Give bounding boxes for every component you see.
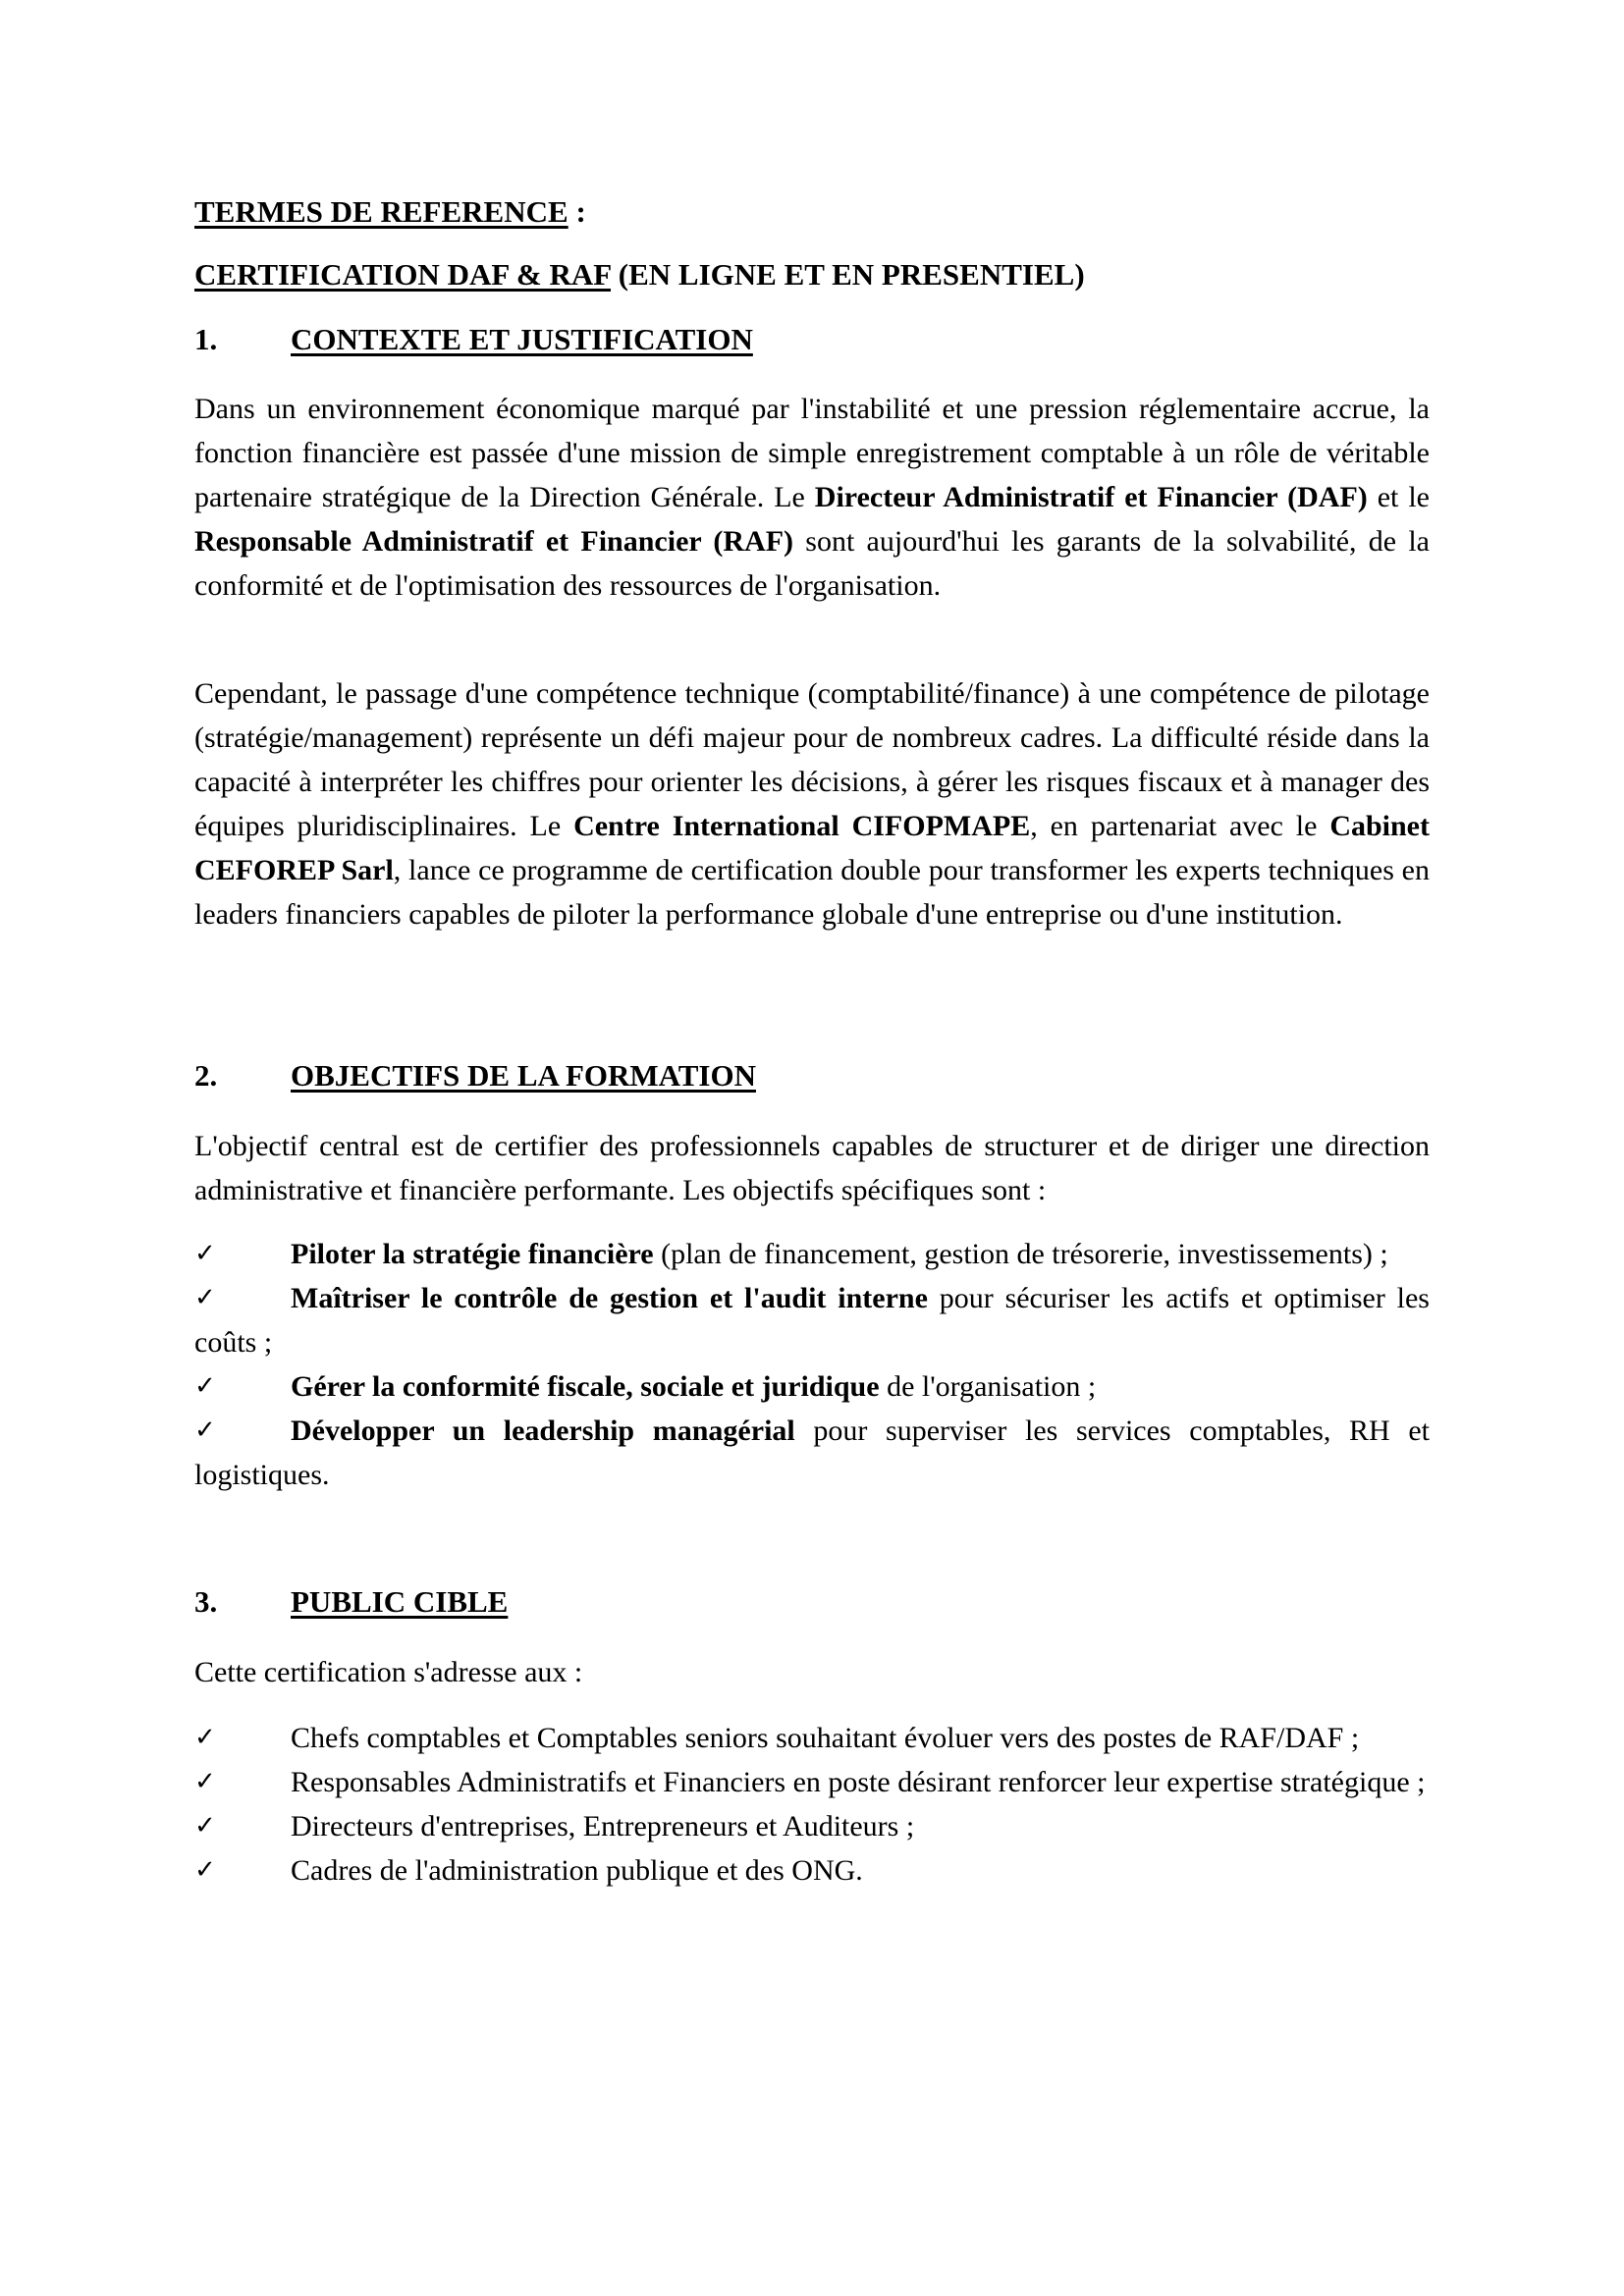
subtitle-underlined: CERTIFICATION DAF & RAF <box>194 257 612 292</box>
bold-term-cifopmape: Centre International CIFOPMAPE <box>573 810 1031 842</box>
paragraph: L'objectif central est de certifier des professionnels capables de structurer et de diriger une direction administrative et financière performante. Les objectifs spécifiques sont : <box>194 1130 1430 1206</box>
paragraph <box>194 671 1430 936</box>
bold-term-daf: Directeur Administratif et Financier (DAF) <box>814 481 1368 513</box>
section-1-paragraph-2 <box>194 671 1430 936</box>
paragraph: Cette certification s'adresse aux : <box>194 1656 583 1688</box>
bullet-text: (plan de financement, gestion de trésorerie, investissements) ; <box>653 1238 1388 1270</box>
checkmark-icon: ✓ <box>194 1283 216 1312</box>
list-item <box>194 1364 1430 1409</box>
text-run: Cependant, le passage d'une compétence technique (comptabilité/finance) à une compétence de pilotage (stratégie/management) représente un défi majeur pour de nombreux cadres. La difficulté réside dans la capacité à interpréter les chiffres pour orienter les décisions, à gérer les risques fiscaux et à manager des équipes pluridisciplinaires. Le <box>194 677 1430 842</box>
list-item <box>194 1760 1430 1804</box>
list-item <box>194 1804 1430 1848</box>
bullet-bold-text: Piloter la stratégie financière <box>291 1238 654 1270</box>
bullet-text: pour superviser les services comptables, RH et logistiques. <box>194 1415 1431 1491</box>
text-run: , en partenariat avec le <box>1030 810 1330 842</box>
section-1-heading <box>194 320 1430 359</box>
section-number: 1. <box>194 322 218 356</box>
document-subtitle <box>194 255 1430 294</box>
bullet-bold-text: Maîtriser le contrôle de gestion et l'audit interne <box>291 1282 928 1314</box>
bullet-bold-text: Développer un leadership managérial <box>291 1415 795 1447</box>
list-item <box>194 1232 1430 1276</box>
bold-term-ceforep: Cabinet CEFOREP Sarl <box>194 810 1430 886</box>
section-3-intro <box>194 1650 1430 1694</box>
paragraph <box>194 387 1430 608</box>
section-title: OBJECTIFS DE LA FORMATION <box>291 1058 756 1093</box>
section-1-paragraph-1 <box>194 387 1430 608</box>
bullet-text: Responsables Administratifs et Financiers en poste désirant renforcer leur expertise stratégique ; <box>291 1766 1426 1798</box>
section-3-heading <box>194 1582 1430 1622</box>
section-3-bullet-list <box>194 1716 1430 1893</box>
checkmark-icon: ✓ <box>194 1239 216 1268</box>
text-run: et le <box>1367 481 1430 513</box>
list-item <box>194 1409 1430 1497</box>
list-item <box>194 1848 1430 1893</box>
list-item <box>194 1276 1430 1364</box>
title-underlined: TERMES DE REFERENCE <box>194 194 568 229</box>
section-number: 2. <box>194 1058 218 1093</box>
section-2-intro <box>194 1124 1430 1212</box>
checkmark-icon: ✓ <box>194 1723 216 1752</box>
checkmark-icon: ✓ <box>194 1415 216 1445</box>
bullet-text: pour sécuriser les actifs et optimiser les coûts ; <box>194 1282 1430 1359</box>
section-number: 3. <box>194 1584 218 1619</box>
title-suffix: : <box>568 194 586 229</box>
text-run: Dans un environnement économique marqué par l'instabilité et une pression réglementaire accrue, la fonction financière est passée d'une mission de simple enregistrement comptable à un rôle de véritable partenaire stratégique de la Direction Générale. Le <box>194 393 1430 513</box>
subtitle-suffix: (EN LIGNE ET EN PRESENTIEL) <box>611 257 1085 292</box>
bullet-bold-text: Gérer la conformité fiscale, sociale et juridique <box>291 1370 880 1403</box>
checkmark-icon: ✓ <box>194 1371 216 1401</box>
section-title: CONTEXTE ET JUSTIFICATION <box>291 322 753 356</box>
list-item <box>194 1716 1430 1760</box>
bullet-text: Chefs comptables et Comptables seniors souhaitant évoluer vers des postes de RAF/DAF ; <box>291 1722 1360 1754</box>
checkmark-icon: ✓ <box>194 1767 216 1796</box>
checkmark-icon: ✓ <box>194 1811 216 1841</box>
checkmark-icon: ✓ <box>194 1855 216 1885</box>
text-run: sont aujourd'hui les garants de la solvabilité, de la conformité et de l'optimisation des ressources de l'organisation. <box>194 525 1430 602</box>
bullet-text: de l'organisation ; <box>879 1370 1097 1403</box>
text-run: , lance ce programme de certification double pour transformer les experts techniques en leaders financiers capables de piloter la performance globale d'une entreprise ou d'une institution. <box>194 854 1430 931</box>
section-title: PUBLIC CIBLE <box>291 1584 509 1619</box>
bold-term-raf: Responsable Administratif et Financier (RAF) <box>194 525 794 558</box>
document-title <box>194 192 1430 232</box>
section-2-heading <box>194 1056 1430 1095</box>
section-2-bullet-list <box>194 1232 1430 1497</box>
bullet-text: Cadres de l'administration publique et des ONG. <box>291 1854 863 1887</box>
bullet-text: Directeurs d'entreprises, Entrepreneurs et Auditeurs ; <box>291 1810 915 1842</box>
